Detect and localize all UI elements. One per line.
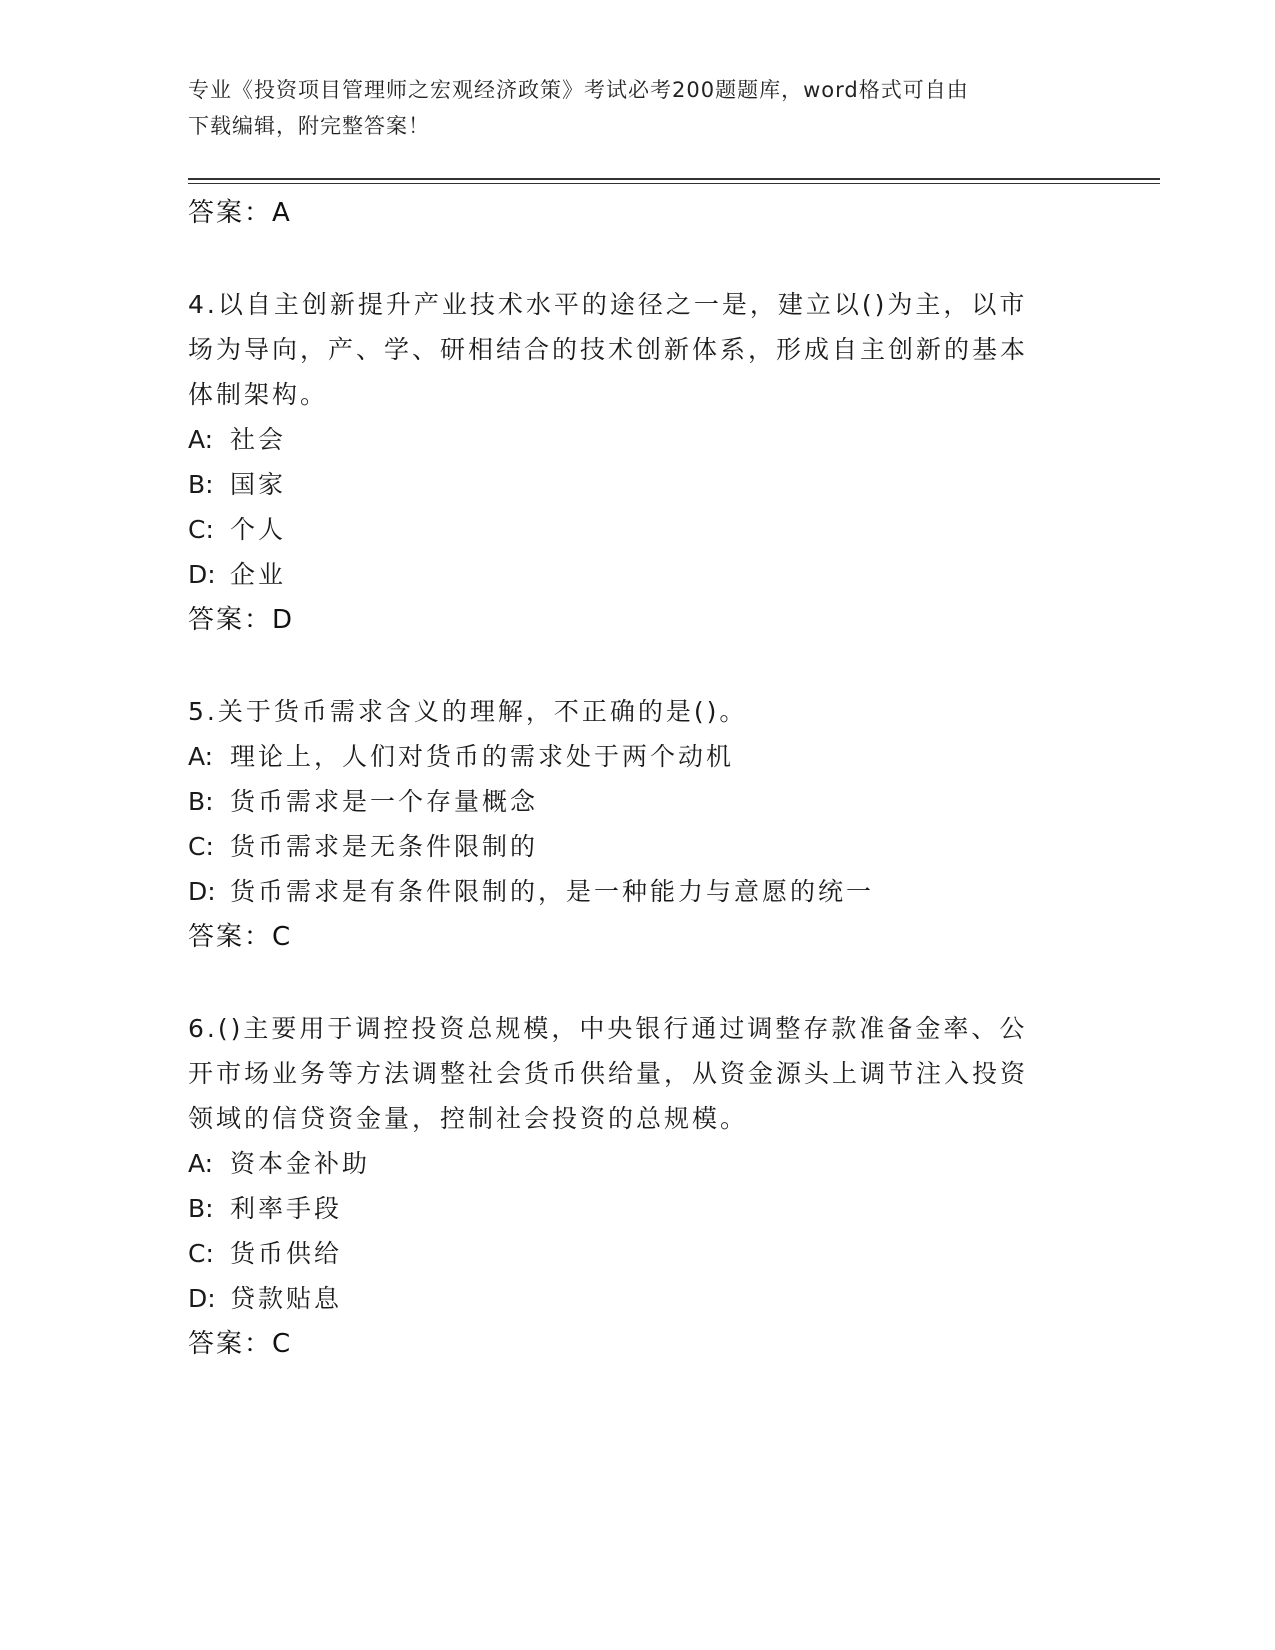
question-list: [188, 190, 1068, 1367]
option-letter: A:: [188, 425, 214, 454]
previous-answer: [188, 190, 1068, 236]
option-letter: C:: [188, 515, 214, 544]
stem-line: 体制架构。: [188, 380, 329, 409]
answer-label: 答案：: [188, 198, 273, 228]
option-c: [188, 507, 1068, 552]
answer-label: 答案：: [188, 1329, 273, 1359]
option-a: [188, 1141, 1068, 1186]
option-text: 资本金补助: [230, 1149, 371, 1178]
option-letter: A:: [188, 742, 214, 771]
answer-value: D: [272, 605, 295, 635]
option-d: [188, 869, 1068, 914]
option-text: 企业: [230, 560, 287, 589]
option-text: 货币需求是有条件限制的，是一种能力与意愿的统一: [230, 877, 875, 906]
option-letter: B:: [188, 470, 214, 499]
option-letter: B:: [188, 787, 214, 816]
question-stem: [188, 689, 1068, 734]
option-letter: C:: [188, 832, 214, 861]
stem-line: 场为导向，产、学、研相结合的技术创新体系，形成自主创新的基本: [188, 335, 1029, 364]
stem-line: 4.以自主创新提升产业技术水平的途径之一是，建立以()为主，以市: [188, 290, 1028, 319]
option-letter: A:: [188, 1149, 214, 1178]
option-letter: C:: [188, 1239, 214, 1268]
answer-line: [188, 597, 1068, 643]
option-letter: B:: [188, 1194, 214, 1223]
option-text: 货币需求是一个存量概念: [230, 787, 539, 816]
option-letter: D:: [188, 560, 216, 589]
header-divider-thick: [188, 178, 1160, 180]
option-c: [188, 824, 1068, 869]
option-text: 个人: [230, 515, 287, 544]
option-a: [188, 417, 1068, 462]
answer-value: C: [272, 1329, 293, 1359]
option-text: 社会: [230, 425, 287, 454]
header-divider-thin: [188, 183, 1160, 184]
option-text: 理论上，人们对货币的需求处于两个动机: [230, 742, 735, 771]
answer-label: 答案：: [188, 605, 273, 635]
option-a: [188, 734, 1068, 779]
header-line-2: 下载编辑，附完整答案！: [188, 114, 430, 138]
question-6: [188, 1006, 1068, 1367]
stem-line: 6.()主要用于调控投资总规模，中央银行通过调整存款准备金率、公: [188, 1014, 1028, 1043]
option-text: 贷款贴息: [230, 1284, 343, 1313]
question-4: [188, 282, 1068, 643]
question-5: [188, 689, 1068, 960]
option-b: [188, 1186, 1068, 1231]
option-c: [188, 1231, 1068, 1276]
answer-value: A: [272, 198, 292, 228]
answer-line: [188, 1321, 1068, 1367]
option-letter: D:: [188, 1284, 216, 1313]
document-header: [188, 72, 1088, 144]
option-text: 货币供给: [230, 1239, 343, 1268]
option-d: [188, 1276, 1068, 1321]
header-line-1: 专业《投资项目管理师之宏观经济政策》考试必考200题题库，word格式可自由: [188, 78, 969, 102]
stem-line: 领域的信贷资金量，控制社会投资的总规模。: [188, 1104, 749, 1133]
option-text: 国家: [230, 470, 287, 499]
option-b: [188, 462, 1068, 507]
answer-line: [188, 914, 1068, 960]
option-text: 利率手段: [230, 1194, 343, 1223]
answer-value: C: [272, 922, 293, 952]
answer-label: 答案：: [188, 922, 273, 952]
question-stem: [188, 282, 1068, 417]
option-text: 货币需求是无条件限制的: [230, 832, 539, 861]
stem-line: 5.关于货币需求含义的理解，不正确的是()。: [188, 697, 748, 726]
option-letter: D:: [188, 877, 216, 906]
question-stem: [188, 1006, 1068, 1141]
stem-line: 开市场业务等方法调整社会货币供给量，从资金源头上调节注入投资: [188, 1059, 1029, 1088]
option-d: [188, 552, 1068, 597]
option-b: [188, 779, 1068, 824]
